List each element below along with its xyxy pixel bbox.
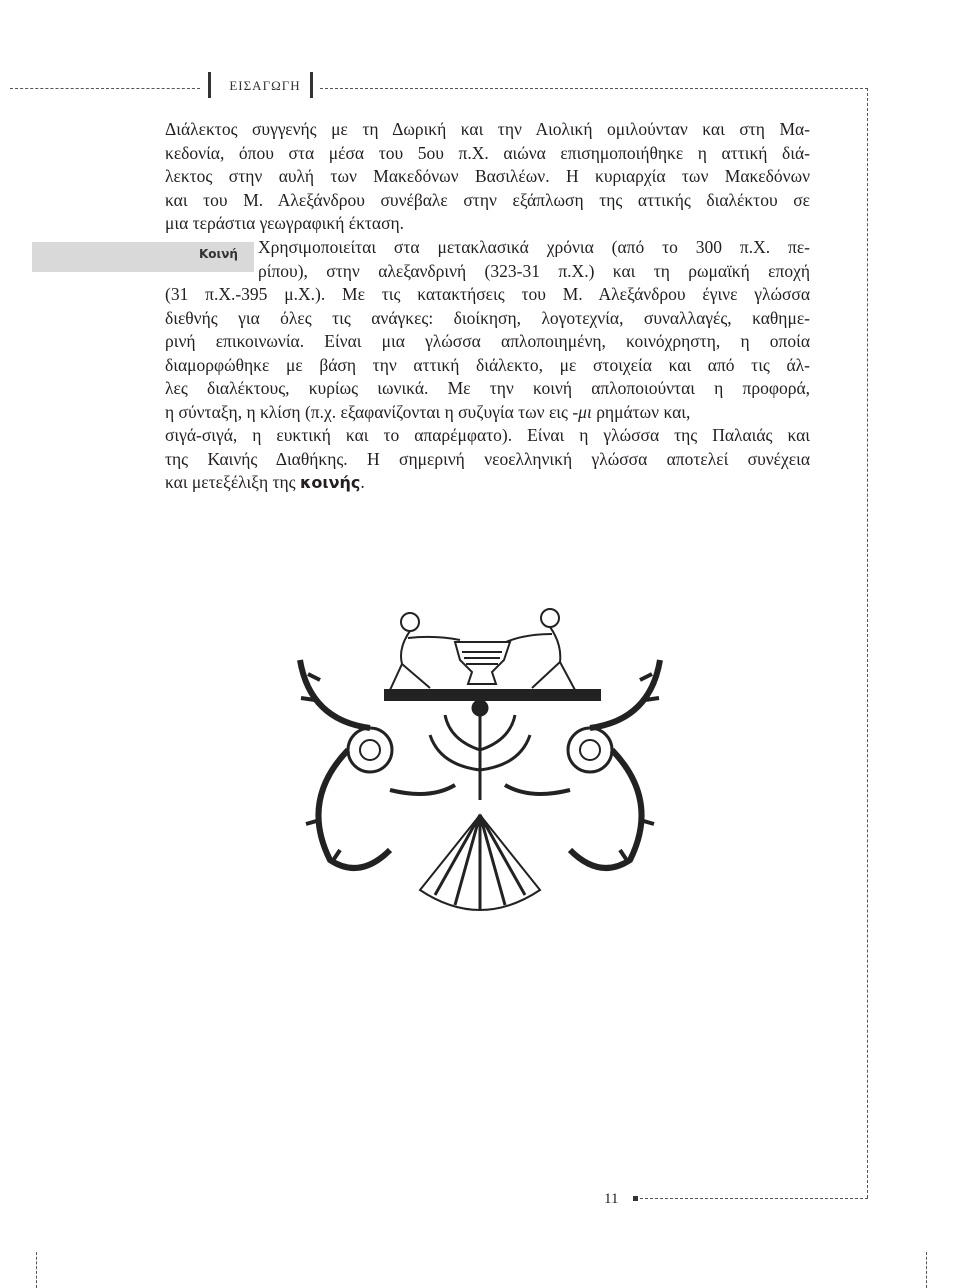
text-line: διεθνής για όλες τις ανάγκες: διοίκηση, λογοτεχνία, συναλλαγές, καθημε-: [165, 307, 810, 328]
bold-term: κοινής: [299, 473, 361, 492]
text-line: λεκτος στην αυλή των Μακεδόνων Βασιλέων. Η κυριαρχία των Μακεδόνων: [165, 166, 810, 186]
text-line: της Καινής Διαθήκης. Η σημερινή νεοελληνική γλώσσα αποτελεί συνέχεια: [165, 448, 810, 469]
section-title: ΕΙΣΑΓΩΓΗ: [229, 78, 301, 93]
text-line: ρινή επικοινωνία. Είναι μια γλώσσα απλοποιημένη, κοινόχρηστη, η οποία: [165, 331, 810, 351]
text-line: ρίπου), στην αλεξανδρινή (323-31 π.Χ.) και τη ρωμαϊκή εποχή: [258, 260, 810, 281]
text-line: Χρησιμοποιείται στα μετακλασικά χρόνια (από το 300 π.Χ. πε-: [258, 237, 810, 257]
page-number: 11: [604, 1191, 619, 1207]
text-fragment: [578, 401, 810, 425]
header-right-bar: [310, 72, 313, 98]
text-fragment: η σύνταξη, η κλίση (π.χ. εξαφανίζονται η συζυγία των εις -: [165, 401, 579, 422]
koine-paragraph-indented: [258, 236, 810, 283]
text-line: μια τεράστια γεωγραφική έκταση.: [165, 213, 405, 233]
text-line: και του Μ. Αλεξάνδρου συνέβαλε στην εξάπλωση της αττικής διαλέκτου σε: [165, 189, 810, 210]
text-line: κεδονία, όπου στα μέσα του 5ου π.Χ. αιώνα επισημοποιήθηκε η αττική διά-: [165, 142, 810, 163]
bottom-right-rule: [640, 1198, 868, 1199]
sidebar-label: Κοινή: [199, 247, 238, 261]
text-fragment: ρημάτων και,: [591, 401, 691, 422]
text-line: [165, 471, 810, 495]
top-left-rule: [10, 88, 200, 89]
decorative-ornament-illustration: [270, 600, 690, 960]
text-line: Διάλεκτος συγγενής με τη Δωρική και την Αιολική ομιλούνταν και στη Μα-: [165, 119, 810, 139]
italic-term: μι: [578, 401, 592, 422]
header-left-bar: [208, 72, 211, 98]
right-frame-rule: [867, 88, 868, 1198]
koine-paragraph: [165, 283, 810, 495]
crop-mark-right: [926, 1252, 927, 1288]
text-line: λες διαλέκτους, κυρίως ιωνικά. Με την κοινή απλοποιούνται η προφορά,: [165, 378, 810, 398]
page-marker-square: [633, 1196, 638, 1201]
top-right-rule: [320, 88, 868, 89]
text-fragment: .: [360, 472, 365, 492]
text-line: σιγά-σιγά, η ευκτική και το απαρέμφατο). Είναι η γλώσσα της Παλαιάς και: [165, 425, 810, 445]
text-line: (31 π.Χ.-395 μ.Χ.). Με τις κατακτήσεις του Μ. Αλεξάνδρου έγινε γλώσσα: [165, 284, 810, 304]
text-line: [165, 401, 810, 425]
crop-mark-left: [36, 1252, 37, 1288]
intro-paragraph: [165, 118, 810, 236]
text-fragment: και μετεξέλιξη της: [165, 472, 300, 492]
text-line: διαμορφώθηκε με βάση την αττική διάλεκτο, με στοιχεία και από τις άλ-: [165, 354, 810, 375]
